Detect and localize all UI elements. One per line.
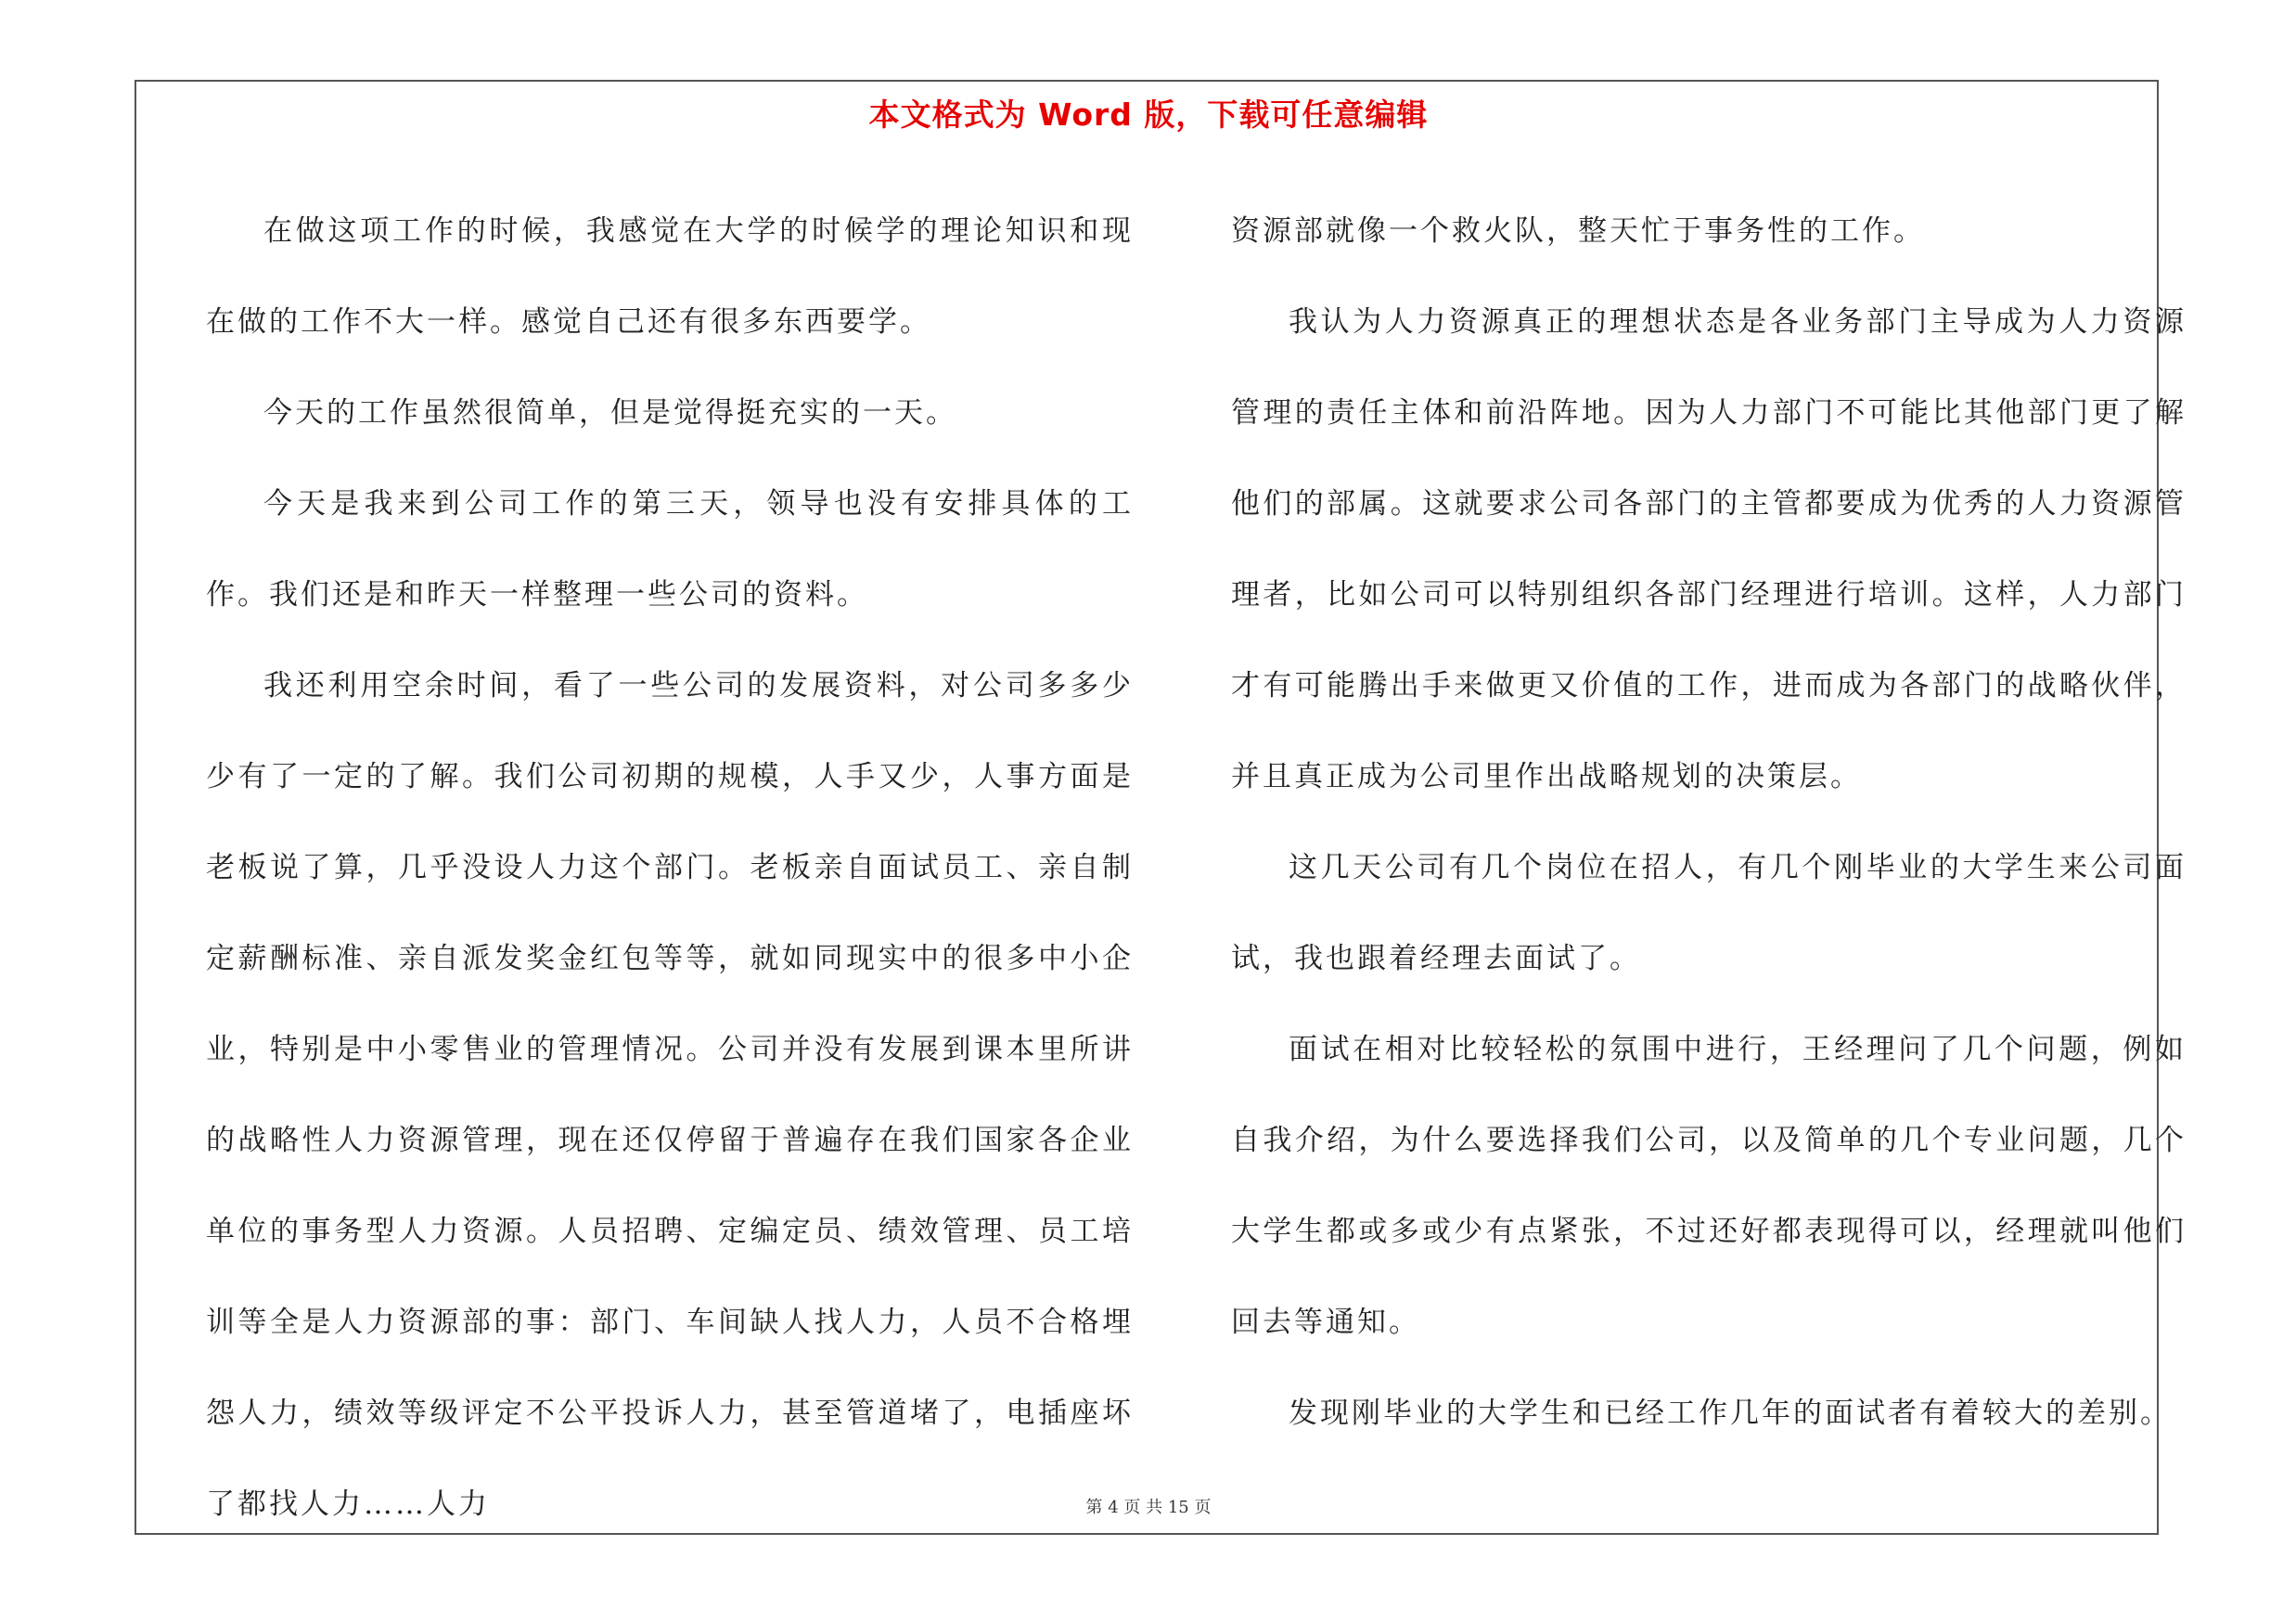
paragraph: 资源部就像一个救火队，整天忙于事务性的工作。: [1231, 214, 1925, 248]
paragraph: 发现刚毕业的大学生和已经工作几年的面试者有着较大的差别。: [1289, 1397, 2172, 1430]
paragraph: 在做这项工作的时候，我感觉在大学的时候学的理论知识和现在做的工作不大一样。感觉自己还有很多东西要学。: [206, 214, 1134, 339]
page-frame: [135, 80, 2187, 1535]
paragraph: 今天的工作虽然很简单，但是觉得挺充实的一天。: [263, 396, 957, 430]
paragraph: 我还利用空余时间，看了一些公司的发展资料，对公司多多少少有了一定的了解。我们公司初期的规模，人手又少，人事方面是老板说了算，几乎没设人力这个部门。老板亲自面试员工、亲自制定薪酬标准、亲自派发奖金红包等等，就如同现实中的很多中小企业，特别是中小零售业的管理情况。公司并没有发展到课本里所讲的战略性人力资源管理，现在还仅停留于普遍存在我们国家各企业单位的事务型人力资源。人员招聘、定编定员、绩效管理、员工培训等全是人力资源部的事：部门、车间缺人找人力，人员不合格埋怨人力，绩效等级评定不公平投诉人力，甚至管道堵了，电插座坏了都找人力……人力: [206, 669, 1134, 1521]
paragraph: 今天是我来到公司工作的第三天，领导也没有安排具体的工作。我们还是和昨天一样整理一些公司的资料。: [206, 487, 1134, 612]
left-column: [206, 186, 1134, 1550]
editable-banner: 本文格式为 Word 版，下载可任意编辑: [868, 97, 1429, 133]
right-column: [1231, 186, 2187, 1459]
page-number-footer: 第 4 页 共 15 页: [1085, 1498, 1212, 1517]
paragraph: 这几天公司有几个岗位在招人，有几个刚毕业的大学生来公司面试，我也跟着经理去面试了。: [1231, 851, 2187, 975]
paragraph: 我认为人力资源真正的理想状态是各业务部门主导成为人力资源管理的责任主体和前沿阵地。因为人力部门不可能比其他部门更了解他们的部属。这就要求公司各部门的主管都要成为优秀的人力资源管理者，比如公司可以特别组织各部门经理进行培训。这样，人力部门才有可能腾出手来做更又价值的工作，进而成为各部门的战略伙伴，并且真正成为公司里作出战略规划的决策层。: [1231, 305, 2187, 793]
paragraph: 面试在相对比较轻松的氛围中进行，王经理问了几个问题，例如自我介绍，为什么要选择我们公司，以及简单的几个专业问题，几个大学生都或多或少有点紧张，不过还好都表现得可以，经理就叫他们回去等通知。: [1231, 1033, 2187, 1339]
